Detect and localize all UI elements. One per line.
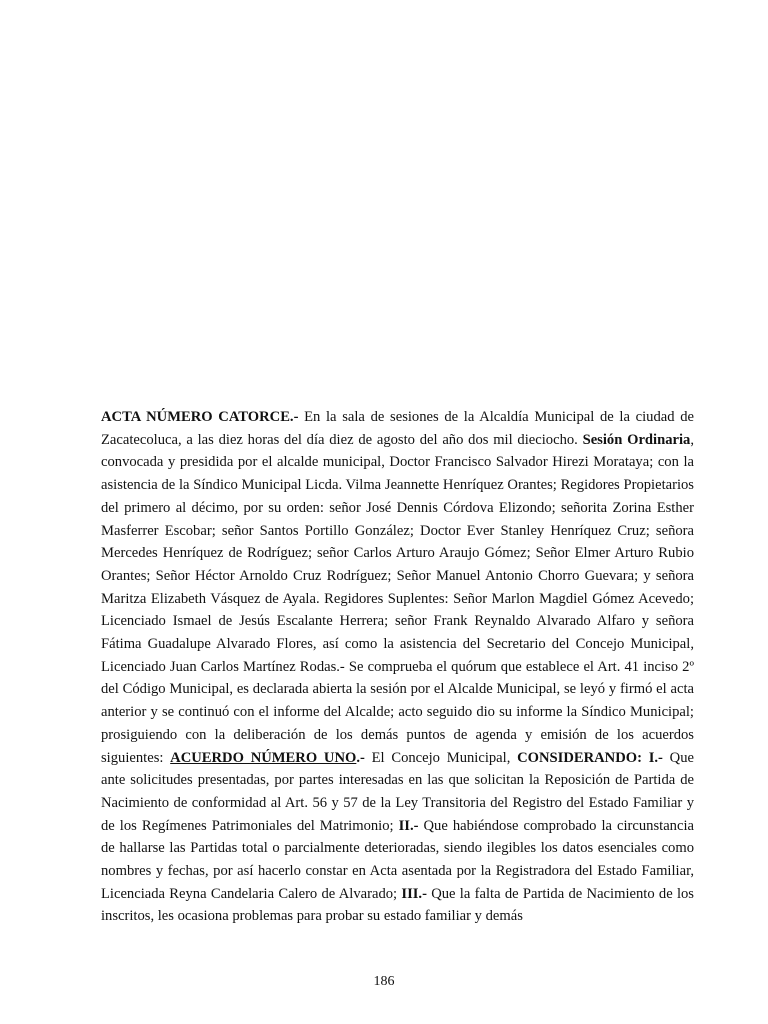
text-run: El Concejo Municipal, <box>364 749 518 766</box>
agreement-heading: ACUERDO NÚMERO UNO <box>170 749 357 766</box>
text-run: , convocada y presidida por el alcalde municipal, Doctor Francisco Salvador Hirezi Morataya; con la asistencia de la Síndico Municipal Licda. Vilma Jeannette Henríquez Orantes; Regidores Propietarios del primero al décimo, por su orden: señor José Dennis Córdova Elizondo; señorita Zorina Esther Masferrer Escobar; señor Santos Portillo González; Doctor Ever Stanley Henríquez Cruz; señora Mercedes Henríquez de Rodríguez; señor Carlos Arturo Araujo Gómez; Señor Elmer Arturo Rubio Orantes; Señor Héctor Arnoldo Cruz Rodríguez; Señor Manuel Antonio Chorro Guevara; y señora Maritza Elizabeth Vásquez de Ayala. Regidores Suplentes: Señor Marlon Magdiel Gómez Acevedo; Licenciado Ismael de Jesús Escalante Herrera; señor Frank Reynaldo Alvarado Alfaro y señora Fátima Guadalupe Alvarado Flores, así como la asistencia del Secretario del Concejo Municipal, Licenciado Juan Carlos Martínez Rodas.- Se comprueba el quórum que establece el Art. 41 inciso 2º del Código Municipal, es declarada abierta la sesión por el Alcalde Municipal, se leyó y firmó el acta anterior y se continuó con el informe del Alcalde; acto seguido dio su informe la Síndico Municipal; prosiguiendo con la deliberación de los demás puntos de agenda y emisión de los acuerdos siguientes: <box>101 431 694 766</box>
text-run: Que la falta de Partida de Nacimiento de los inscritos, les ocasiona problemas para probar su estado familiar y demás <box>101 885 694 925</box>
text-run: Que ante solicitudes presentadas, por partes interesadas en las que solicitan la Reposición de Partida de Nacimiento de conformidad al Art. 56 y 57 de la Ley Transitoria del Registro del Estado Familiar y de los Regímenes Patrimoniales del Matrimonio; <box>101 749 694 834</box>
text-run: En la sala de sesiones de la Alcaldía Municipal de la ciudad de Zacatecoluca, a las diez horas del día diez de agosto del año dos mil dieciocho. <box>101 409 694 448</box>
considerando-ii: II.- <box>398 817 419 834</box>
agreement-heading-suffix: .- <box>356 749 365 766</box>
considerando-heading: CONSIDERANDO: I.- <box>517 749 663 766</box>
page-number: 186 <box>373 974 395 989</box>
acta-paragraph <box>101 406 694 928</box>
acta-title: ACTA NÚMERO CATORCE.- <box>101 409 299 425</box>
considerando-iii: III.- <box>401 885 427 902</box>
text-run: Que habiéndose comprobado la circunstancia de hallarse las Partidas total o parcialmente deterioradas, siendo ilegibles los datos esenciales como nombres y fechas, por así hacerlo constar en Acta asentada por la Registradora del Estado Familiar, Licenciada Reyna Candelaria Calero de Alvarado; <box>101 817 694 902</box>
session-type: Sesión Ordinaria <box>582 431 691 448</box>
